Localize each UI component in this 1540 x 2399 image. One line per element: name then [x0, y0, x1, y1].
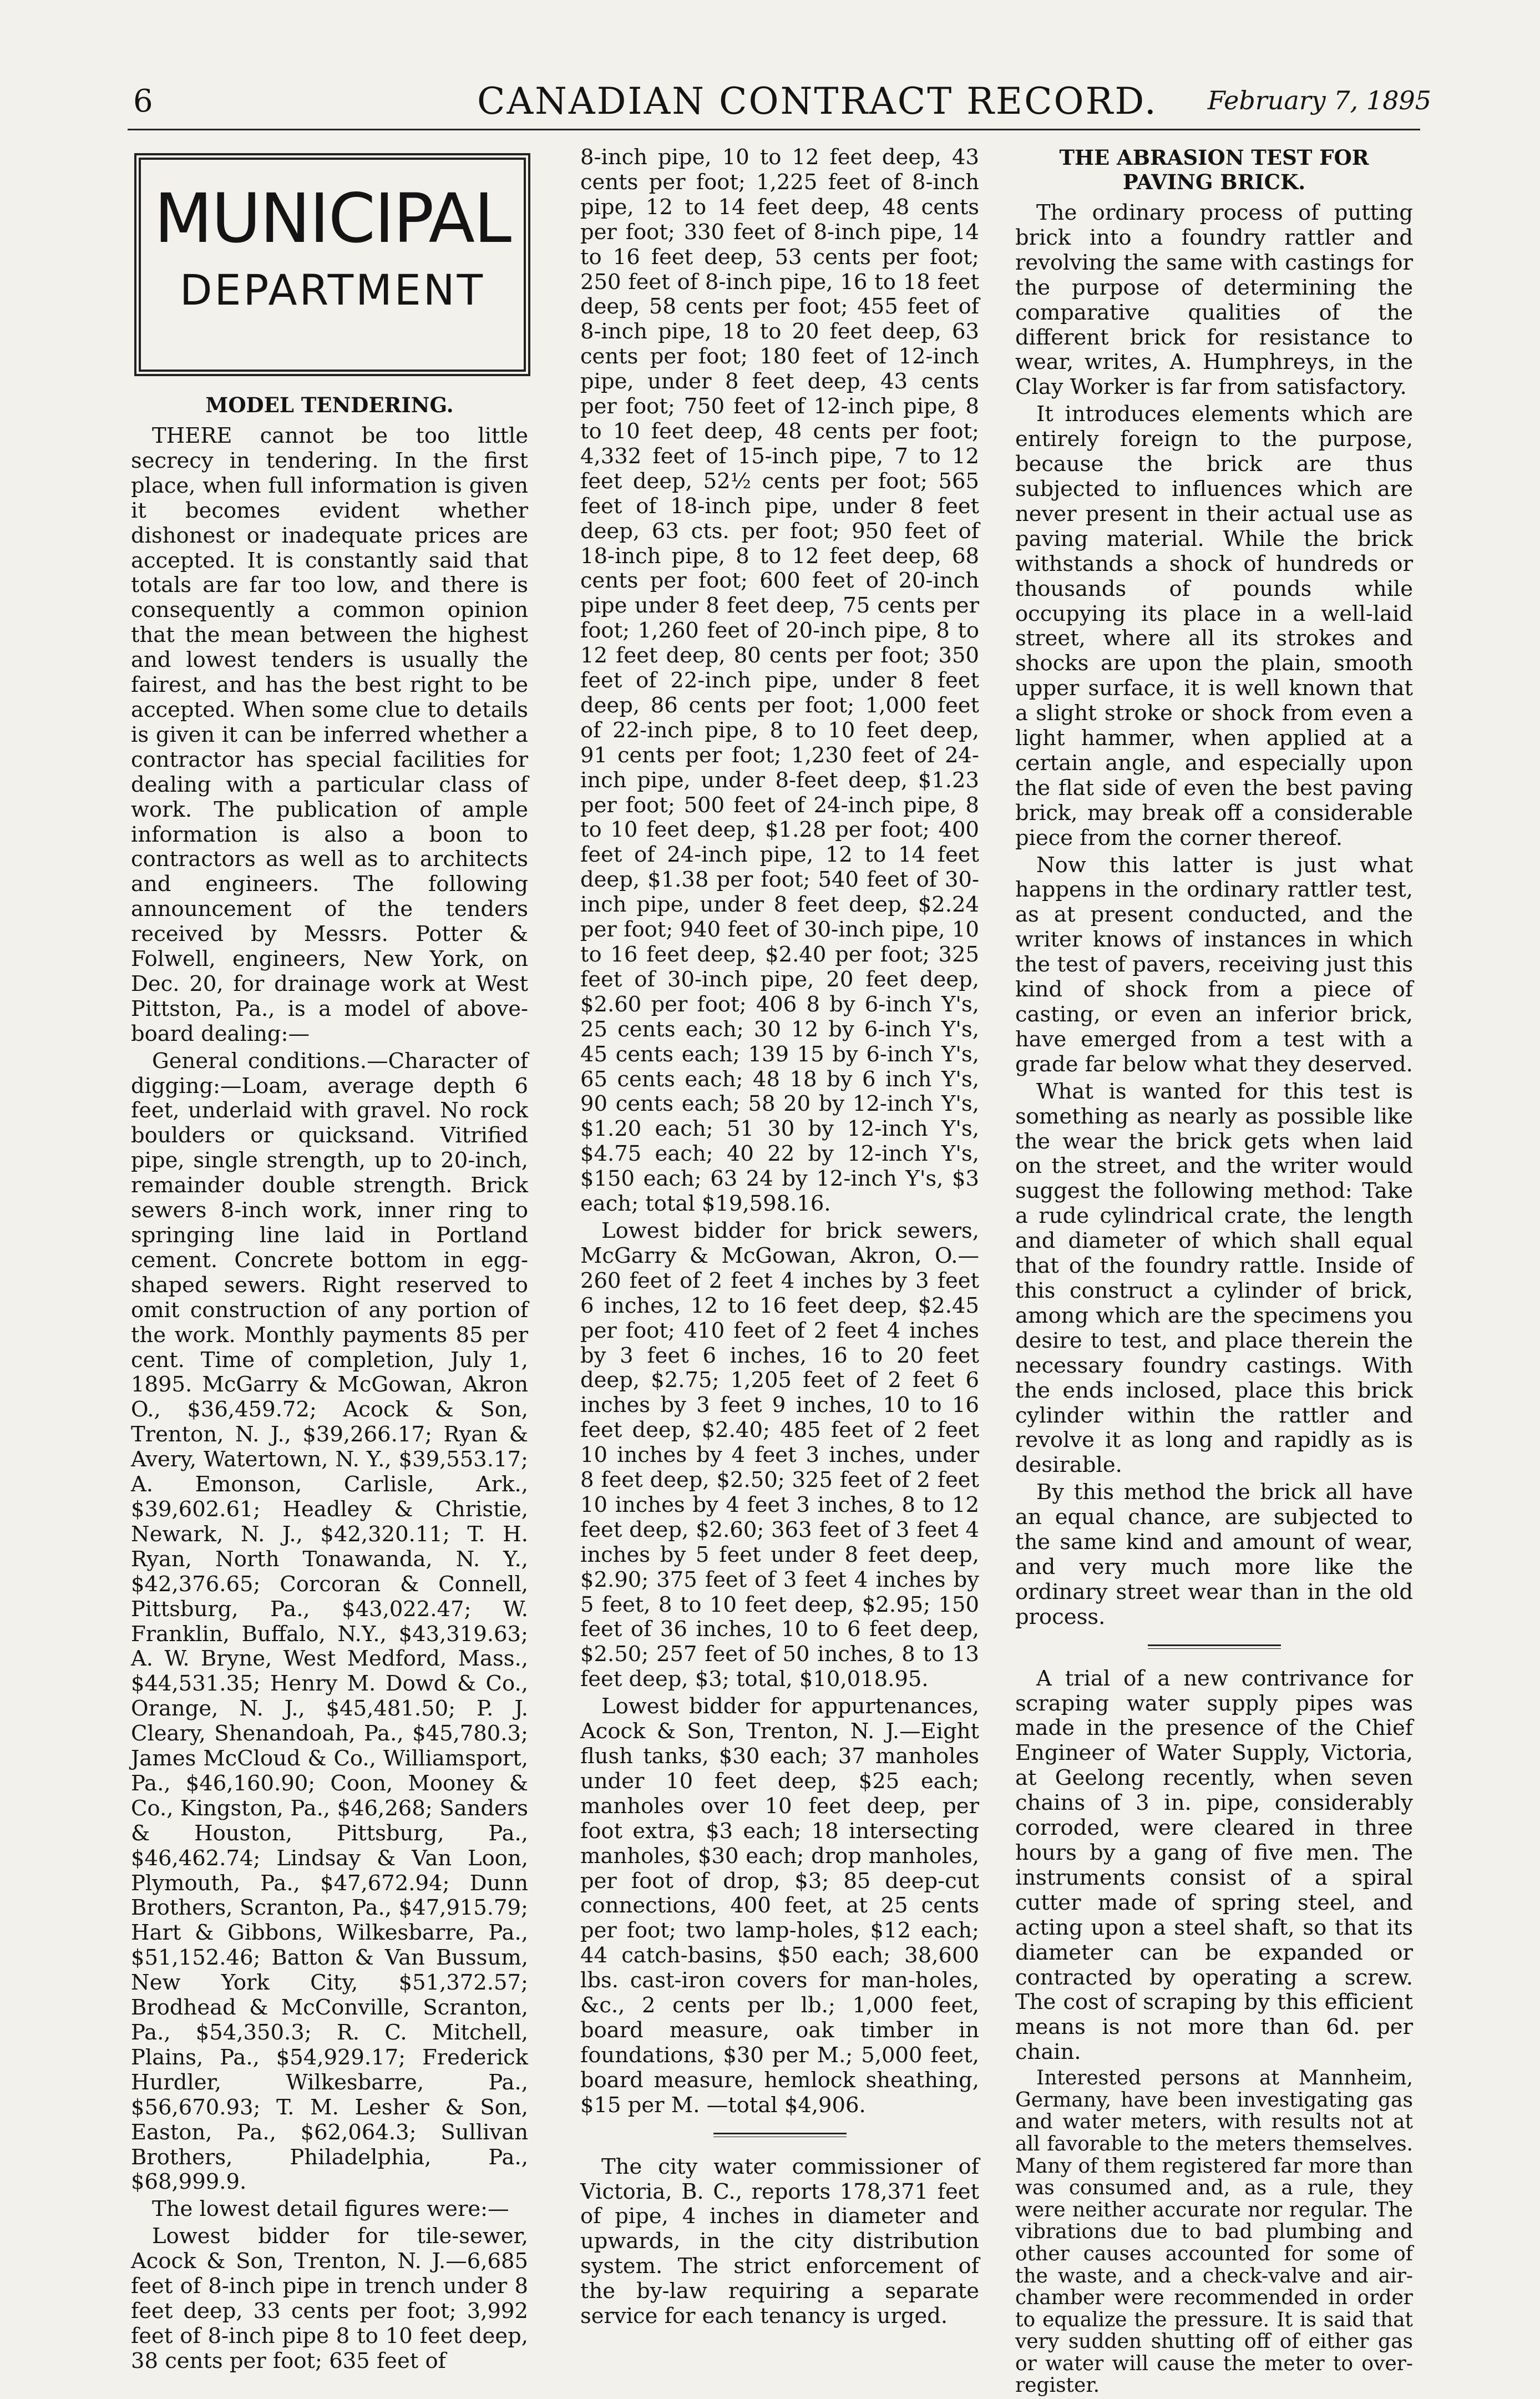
paragraph: Lowest bidder for brick sewers, McGarry & McGowan, Akron, O.—260 feet of 2 feet 4 inches by 3 feet 6 inches, 12 to 16 feet deep, $2.45 per foot; 410 feet of 2 feet 4 inches by 3 feet 6 inches, 16 to 20 feet deep, $2.75; 1,205 feet of 2 feet 6 inches by 3 feet 9 inches, 10 to 16 feet deep, $2.40; 485 feet of 2 feet 10 inches by 4 feet 3 inches, under 8 feet deep, $2.50; 325 feet of 2 feet 10 inches by 4 feet 3 inches, 8 to 12 feet deep, $2.60; 363 feet of 3 feet 4 inches by 5 feet under 8 feet deep, $2.90; 375 feet of 3 feet 4 inches by 5 feet, 8 to 10 feet deep, $2.95; 150 feet of 36 inches, 10 to 6 feet deep, $2.50; 257 feet of 50 inches, 8 to 13 feet deep, $3; total, $10,018.95. [580, 1218, 979, 1692]
paragraph: By this method the brick all have an equal chance, are subjected to the same kind and amount of wear, and very much more like the ordinary street wear than in the old process. [1015, 1480, 1413, 1629]
abrasion-test-heading: THE ABRASION TEST FOR PAVING BRICK. [1059, 145, 1369, 194]
paragraph: General conditions.—Character of digging:—Loam, average depth 6 feet, underlaid with gravel. No rock boulders or quicksand. Vitrified pipe, single strength, up to 20-inch, remainder double strength. Brick sewers 8-inch work, inner ring to springing line laid in Portland cement. Concrete bottom in egg-shaped sewers. Right reserved to omit construction of any portion of the work. Monthly payments 85 per cent. Time of completion, July 1, 1895. McGarry & McGowan, Akron O., $36,459.72; Acock & Son, Trenton, N. J., $39,266.17; Ryan & Avery, Watertown, N. Y., $39,553.17; A. Emonson, Carlisle, Ark., $39,602.61; Headley & Christie, Newark, N. J., $42,320.11; T. H. Ryan, North Tonawanda, N. Y., $42,376.65; Corcoran & Connell, Pittsburg, Pa., $43,022.47; W. Franklin, Buffalo, N.Y., $43,319.63; A. W. Bryne, West Medford, Mass., $44,531.35; Henry M. Dowd & Co., Orange, N. J., $45,481.50; P. J. Cleary, Shenandoah, Pa., $45,780.3; James McCloud & Co., Williamsport, Pa., $46,160.90; Coon, Mooney & Co., Kingston, Pa., $46,268; Sanders & Houston, Pittsburg, Pa., $46,462.74; Lindsay & Van Loon, Plymouth, Pa., $47,672.94; Dunn Brothers, Scranton, Pa., $47,915.79; Hart & Gibbons, Wilkesbarre, Pa., $51,152.46; Batton & Van Bussum, New York City, $51,372.57; Brodhead & McConville, Scranton, Pa., $54,350.3; R. C. Mitchell, Plains, Pa., $54,929.17; Frederick Hurdler, Wilkesbarre, Pa., $56,670.93; T. M. Lesher & Son, Easton, Pa., $62,064.3; Sullivan Brothers, Philadelphia, Pa., $68,999.9. [131, 1048, 528, 2195]
paragraph: Lowest bidder for appurtenances, Acock & Son, Trenton, N. J.—Eight flush tanks, $30 each; 37 manholes under 10 feet deep, $25 each; manholes over 10 feet deep, per foot extra, $3 each; 18 intersecting manholes, $30 each; drop manholes, per foot of drop, $3; 85 deep-cut connections, 400 feet, at 25 cents per foot; two lamp-holes, $12 each; 44 catch-basins, $50 each; 38,600 lbs. cast-iron covers for man-holes, &c., 2 cents per lb.; 1,000 feet, board measure, oak timber in foundations, $30 per M.; 5,000 feet, board measure, hemlock sheathing, $15 per M. —total $4,906. [580, 1694, 979, 2118]
running-title: CANADIAN CONTRACT RECORD. [477, 80, 1158, 123]
paragraph: 8-inch pipe, 10 to 12 feet deep, 43 cents per foot; 1,225 feet of 8-inch pipe, 12 to 14 feet deep, 48 cents per foot; 330 feet of 8-inch pipe, 14 to 16 feet deep, 53 cents per foot; 250 feet of 8-inch pipe, 16 to 18 feet deep, 58 cents per foot; 455 feet of 8-inch pipe, 18 to 20 feet deep, 63 cents per foot; 180 feet of 12-inch pipe, under 8 feet deep, 43 cents per foot; 750 feet of 12-inch pipe, 8 to 10 feet deep, 48 cents per foot; 4,332 feet of 15-inch pipe, 7 to 12 feet deep, 52½ cents per foot; 565 feet of 18-inch pipe, under 8 feet deep, 63 cts. per foot; 950 feet of 18-inch pipe, 8 to 12 feet deep, 68 cents per foot; 600 feet of 20-inch pipe under 8 feet deep, 75 cents per foot; 1,260 feet of 20-inch pipe, 8 to 12 feet deep, 80 cents per foot; 350 feet of 22-inch pipe, under 8 feet deep, 86 cents per foot; 1,000 feet of 22-inch pipe, 8 to 10 feet deep, 91 cents per foot; 1,230 feet of 24-inch pipe, under 8-feet deep, $1.23 per foot; 500 feet of 24-inch pipe, 8 to 10 feet deep, $1.28 per foot; 400 feet of 24-inch pipe, 12 to 14 feet deep, $1.38 per foot; 540 feet of 30-inch pipe, under 8 feet deep, $2.24 per foot; 940 feet of 30-inch pipe, 10 to 16 feet deep, $2.40 per foot; 325 feet of 30-inch pipe, 20 feet deep, $2.60 per foot; 406 8 by 6-inch Y's, 25 cents each; 30 12 by 6-inch Y's, 45 cents each; 139 15 by 6-inch Y's, 65 cents each; 48 18 by 6 inch Y's, 90 cents each; 58 20 by 12-inch Y's, $1.20 each; 51 30 by 12-inch Y's, $4.75 each; 40 22 by 12-inch Y's, $150 each; 63 24 by 12-inch Y's, $3 each; total $19,598.16. [580, 145, 979, 1217]
banner-municipal: MUNICIPAL [154, 179, 511, 258]
paragraph: It introduces elements which are entirely foreign to the purpose, because the brick are thus subjected to influences which are never present in their actual use as paving material. While the brick withstands a shock of hundreds or thousands of pounds while occupying its place in a well-laid street, where all its strokes and shocks are upon the plain, smooth upper surface, it is well known that a slight stroke or shock from even a light hammer, when applied at a certain angle, and especially upon the flat side of even the best paving brick, may break off a considerable piece from the corner thereof. [1015, 402, 1413, 851]
paragraph: A trial of a new contrivance for scraping water supply pipes was made in the presence of the Chief Engineer of Water Supply, Victoria, at Geelong recently, when seven chains of 3 in. pipe, considerably corroded, were cleared in three hours by a gang of five men. The instruments consist of a spiral cutter made of spring steel, and acting upon a steel shaft, so that its diameter can be expanded or contracted by operating a screw. The cost of scraping by this efficient means is not more than 6d. per chain. [1015, 1666, 1413, 2065]
paragraph: The city water commissioner of Victoria, B. C., reports 178,371 feet of pipe, 4 inches in diameter and upwards, in the city distribution system. The strict enforcement of the by-law requiring a separate service for each tenancy is urged. [580, 2154, 979, 2329]
paragraph: The lowest detail figures were:— [152, 2196, 509, 2222]
column-1 [131, 145, 528, 2376]
section-divider [713, 2133, 847, 2137]
issue-date: February 7, 1895 [1207, 85, 1431, 115]
page-header [133, 80, 1431, 123]
banner-department: DEPARTMENT [179, 265, 485, 315]
column-2 [580, 145, 979, 2331]
model-tendering-heading: MODEL TENDERING. [205, 393, 454, 417]
paragraph: Interested persons at Mannheim, Germany, have been investigating gas and water meters, with results not at all favorable to the meters themselves. Many of them registered far more than was consumed and, as a rule, they were neither accurate nor regular. The vibrations due to bad plumbing and other causes accounted for some of the waste, and a check-valve and air-chamber were recommended in order to equalize the pressure. It is said that very sudden shutting off of either gas or water will cause the meter to over-register. [1015, 2067, 1413, 2397]
paragraph: The ordinary process of putting brick into a foundry rattler and revolving the same with castings for the purpose of determining the comparative qualities of the different brick for resistance to wear, writes, A. Humphreys, in the Clay Worker is far from satisfactory. [1015, 200, 1413, 400]
section-divider [1148, 1644, 1281, 1649]
page-number: 6 [133, 83, 153, 119]
department-banner [134, 153, 530, 376]
column-3 [1015, 145, 1413, 2399]
paragraph: THERE cannot be too little secrecy in tendering. In the first place, when full information is given it becomes evident whether dishonest or inadequate prices are accepted. It is constantly said that totals are far too low, and there is consequently a common opinion that the mean between the highest and lowest tenders is usually the fairest, and has the best right to be accepted. When some clue to details is given it can be inferred whether a contractor has special facilities for dealing with a particular class of work. The publication of ample information is also a boon to contractors as well as to architects and engineers. The following announcement of the tenders received by Messrs. Potter & Folwell, engineers, New York, on Dec. 20, for drainage work at West Pittston, Pa., is a model of above-board dealing:— [131, 423, 528, 1046]
paragraph: What is wanted for this test is something as nearly as possible like the wear the brick gets when laid on the street, and the writer would suggest the following method: Take a rude cylindrical crate, the length and diameter of which shall equal that of the foundry rattle. Inside of this construct a cylinder of brick, among which are the specimens you desire to test, and place therein the necessary foundry castings. With the ends inclosed, place this brick cylinder within the rattler and revolve it as long and rapidly as is desirable. [1015, 1079, 1413, 1478]
paragraph: Now this latter is just what happens in the ordinary rattler test, as at present conducted, and the writer knows of instances in which the test of pavers, receiving just this kind of shock from a piece of casting, or even an inferior brick, have emerged from a test with a grade far below what they deserved. [1015, 852, 1413, 1077]
paragraph: Lowest bidder for tile-sewer, Acock & Son, Trenton, N. J.—6,685 feet of 8-inch pipe in trench under 8 feet deep, 33 cents per foot; 3,992 feet of 8-inch pipe 8 to 10 feet deep, 38 cents per foot; 635 feet of [131, 2224, 528, 2373]
header-rule [128, 129, 1420, 130]
